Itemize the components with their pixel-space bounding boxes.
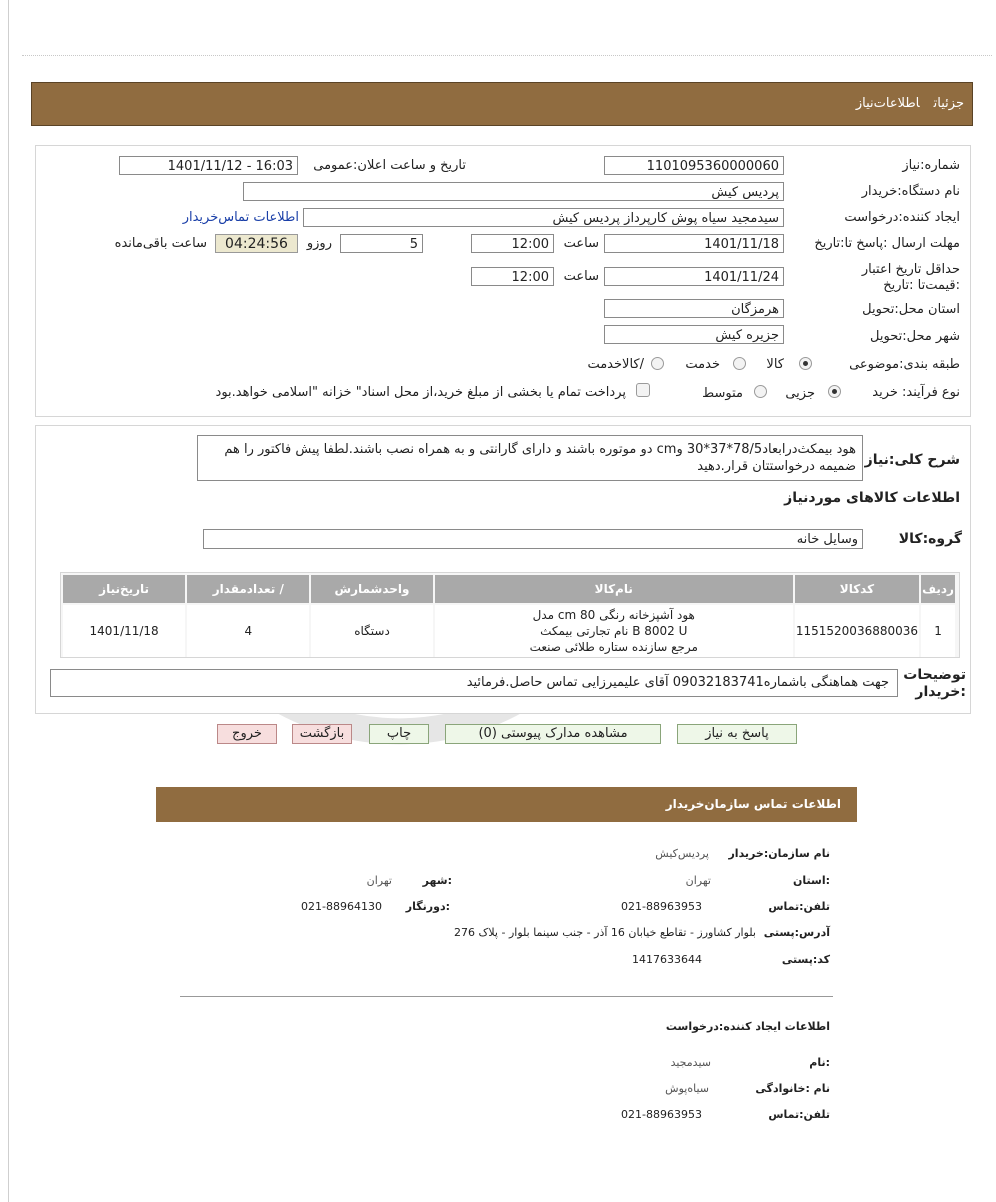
reply-button[interactable]: پاسخ به نیاز <box>677 724 797 744</box>
announce-field: 1401/11/12 - 16:03 <box>119 156 298 175</box>
contact-city-label: :شهر <box>422 874 452 887</box>
tab-need-info[interactable]: اطلاعات‌نیاز <box>855 96 920 111</box>
creator-family-label: نام :خانوادگی <box>755 1082 830 1095</box>
buyer-org-field: پردیس کیش <box>243 182 784 201</box>
process-label: نوع فرآیند: خرید <box>872 385 960 400</box>
summary-text: هود بیمکث‌درابعاد78/5*37*30 وcm دو موتوره باشند و دارای گارانتی و به همراه نصب باشند.لطفا پیش فاکتور را هم ضمیمه درخواستتان قرار.دهید <box>224 442 856 474</box>
tab-details[interactable]: جزئیات <box>933 96 964 111</box>
dotted-divider <box>22 55 992 56</box>
summary-label: شرح کلی:نیاز <box>864 452 960 468</box>
creator-phone-label: تلفن:تماس <box>768 1108 830 1121</box>
goods-info-title: اطلاعات کالاهای موردنیاز <box>784 490 960 506</box>
contact-postal-label: کد:پستی <box>781 953 830 966</box>
creator-info-title: اطلاعات ایجاد کننده:درخواست <box>665 1020 830 1033</box>
print-button[interactable]: چاپ <box>369 724 429 744</box>
category-goods-label: کالا <box>766 357 784 372</box>
contact-org-value: پردیس‌کیش <box>655 847 709 860</box>
cell-unit: دستگاه <box>311 605 432 657</box>
need-number-label: شماره:نیاز <box>902 158 960 173</box>
creator-family-value: سیاه‌پوش <box>665 1082 709 1095</box>
deadline-date-field: 1401/11/18 <box>604 234 784 253</box>
deadline-label: مهلت ارسال :پاسخ تا:تاریخ <box>814 236 960 251</box>
process-medium-radio[interactable] <box>754 385 767 398</box>
cell-name-line2: B 8002 U نام تجارتی بیمکث <box>540 624 688 638</box>
contact-fax-value: 021-88964130 <box>301 900 382 913</box>
col-date: تاریخ‌نیاز <box>63 575 185 603</box>
buyer-notes-label: توضیحات :خریدار <box>903 667 966 700</box>
goods-table-wrapper <box>60 572 960 658</box>
buyer-contact-bar <box>156 787 857 822</box>
goods-table <box>61 573 957 659</box>
announce-label: تاریخ و ساعت اعلان:عمومی <box>313 158 466 173</box>
contact-org-label: نام سازمان:خریدار <box>728 847 830 860</box>
treasury-payment-note: پرداخت تمام یا بخشی از مبلغ خرید،از محل اسناد" خزانه "اسلامی خواهد.بود <box>215 385 626 400</box>
buyer-contact-link[interactable]: اطلاعات تماس‌خریدار <box>182 210 299 225</box>
creator-name-label: :نام <box>809 1056 830 1069</box>
buyer-org-label: نام دستگاه:خریدار <box>861 184 960 199</box>
contact-city-value: تهران <box>366 874 392 887</box>
attachments-button[interactable]: مشاهده مدارک پیوستی (0) <box>445 724 661 744</box>
city-field: جزیره کیش <box>604 325 784 344</box>
creator-label: ایجاد کننده:درخواست <box>844 210 960 225</box>
province-field: هرمزگان <box>604 299 784 318</box>
cell-name-line3: مرجع سازنده ستاره طلائی صنعت <box>529 640 698 654</box>
cell-name <box>435 605 793 657</box>
buyer-notes-box <box>50 669 898 697</box>
category-both-label: /کالاخدمت <box>587 357 644 372</box>
province-label: استان محل:تحویل <box>862 302 960 317</box>
col-name: نام‌کالا <box>435 575 793 603</box>
cell-date: 1401/11/18 <box>63 605 185 657</box>
days-field: 5 <box>340 234 423 253</box>
goods-group-label: گروه:کالا <box>898 531 962 547</box>
back-button[interactable]: بازگشت <box>292 724 352 744</box>
process-partial-label: جزیی <box>785 386 815 401</box>
col-code: کدکالا <box>795 575 919 603</box>
deadline-time-label: ساعت <box>563 236 599 251</box>
cell-row: 1 <box>921 605 955 657</box>
col-unit: واحدشمارش <box>311 575 432 603</box>
creator-name-value: سیدمجید <box>670 1056 711 1069</box>
page-left-border <box>8 0 9 1202</box>
col-qty: / تعدادمقدار <box>187 575 309 603</box>
creator-phone-value: 021-88963953 <box>621 1108 702 1121</box>
contact-phone-label: تلفن:تماس <box>768 900 830 913</box>
buyer-contact-title: اطلاعات تماس سازمان‌خریدار <box>665 797 841 811</box>
contact-phone-value: 021-88963953 <box>621 900 702 913</box>
validity-time-field: 12:00 <box>471 267 554 286</box>
contact-province-label: :استان <box>793 874 830 887</box>
contact-postal-value: 1417633644 <box>632 953 702 966</box>
cell-name-line1: هود آشپزخانه رنگی 80 cm مدل <box>532 608 695 622</box>
contact-fax-label: :دورنگار <box>405 900 450 913</box>
contact-address-label: آدرس:پستی <box>763 926 830 939</box>
table-row <box>63 605 955 657</box>
category-service-label: خدمت <box>685 357 720 372</box>
need-number-field: 1101095360000060 <box>604 156 784 175</box>
validity-time-label: ساعت <box>563 269 599 284</box>
remaining-time-box: 04:24:56 <box>215 234 298 253</box>
summary-box <box>197 435 863 481</box>
col-row: ردیف <box>921 575 955 603</box>
exit-button[interactable]: خروج <box>217 724 277 744</box>
category-goods-radio[interactable] <box>799 357 812 370</box>
validity-date-field: 1401/11/24 <box>604 267 784 286</box>
creator-field: سیدمجید سیاه پوش کارپرداز پردیس کیش <box>303 208 784 227</box>
category-label: طبقه بندی:موضوعی <box>849 357 960 372</box>
cell-code: 1151520036880036 <box>795 605 919 657</box>
city-label: شهر محل:تحویل <box>870 329 960 344</box>
category-both-radio[interactable] <box>651 357 664 370</box>
process-partial-radio[interactable] <box>828 385 841 398</box>
contact-divider <box>180 996 833 997</box>
validity-label: حداقل تاریخ اعتبار :قیمت‌تا :تاریخ <box>861 262 960 293</box>
cell-qty: 4 <box>187 605 309 657</box>
contact-address-value: بلوار کشاورز - تقاطع خیابان 16 آذر - جنب سینما بلوار - پلاک 276 <box>454 926 756 939</box>
contact-province-value: تهران <box>685 874 711 887</box>
goods-table-header <box>63 575 955 603</box>
process-medium-label: متوسط <box>702 386 743 401</box>
header-tabs <box>842 96 964 111</box>
header-bar <box>31 82 973 126</box>
treasury-payment-checkbox[interactable] <box>636 383 650 397</box>
goods-group-field: وسایل خانه <box>203 529 863 549</box>
category-service-radio[interactable] <box>733 357 746 370</box>
deadline-time-field: 12:00 <box>471 234 554 253</box>
days-label: روزو <box>306 236 332 251</box>
remaining-label: ساعت باقی‌مانده <box>114 236 207 251</box>
buyer-notes-text: جهت هماهنگی باشماره09032183741 آقای علیمیرزایی تماس حاصل.فرمائید <box>466 675 889 690</box>
